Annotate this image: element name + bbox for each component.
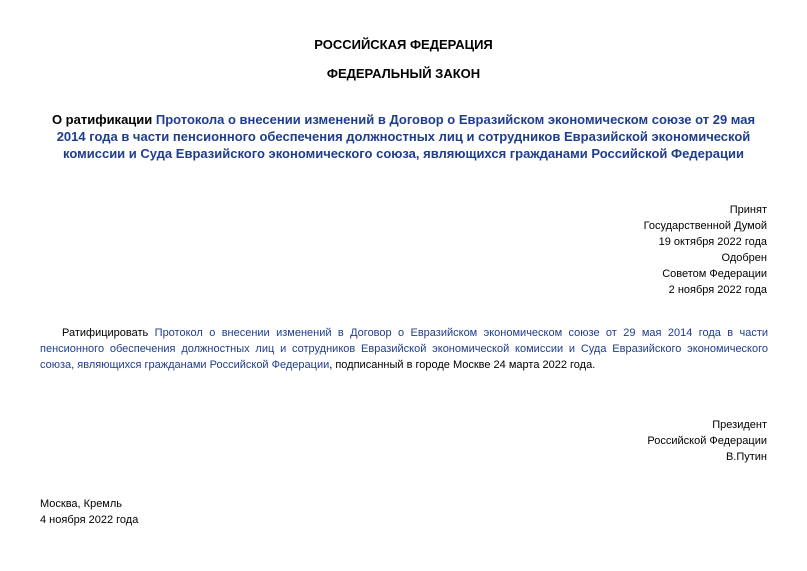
signature-country: Российской Федерации (647, 435, 767, 447)
adoption-approved-by: Советом Федерации (662, 268, 767, 280)
adoption-accepted-date: 19 октября 2022 года (658, 236, 767, 248)
adoption-info (644, 202, 767, 298)
country-heading: РОССИЙСКАЯ ФЕДЕРАЦИЯ (314, 37, 493, 52)
body-lead: Ратифицировать (62, 327, 155, 339)
law-body-paragraph (40, 325, 768, 373)
signature-block (647, 417, 767, 465)
protocol-body-link[interactable]: Протокол о внесении изменений в Договор о Евразийском экономическом союзе от 29 мая 2014 года в части пенсионного обеспечения должностных лиц и сотрудников Евразийской экономической комиссии и Суда Евразийского экономического союза, являющихся гражданами Российской Федерации (40, 327, 769, 371)
signing-date: 4 ноября 2022 года (40, 514, 139, 526)
adoption-accepted-by: Государственной Думой (643, 220, 767, 232)
document-type-heading: ФЕДЕРАЛЬНЫЙ ЗАКОН (326, 66, 481, 81)
place-and-date (40, 496, 138, 528)
signing-place: Москва, Кремль (40, 498, 123, 510)
protocol-title-link[interactable]: Протокола о внесении изменений в Договор о Евразийском экономическом союзе от 29 мая 2014 года в части пенсионного обеспечения должностных лиц и сотрудников Евразийской экономической комиссии и Суда Евразийского экономического союза, являющихся гражданами Российской Федерации (56, 112, 756, 161)
signature-name: В.Путин (725, 451, 767, 463)
adoption-accepted-label: Принят (729, 204, 767, 216)
signature-position: Президент (712, 419, 767, 431)
adoption-approved-label: Одобрен (721, 252, 767, 264)
law-title-prefix: О ратификации (51, 112, 156, 127)
adoption-approved-date: 2 ноября 2022 года (668, 284, 767, 296)
body-tail: , подписанный в городе Москве 24 марта 2022 года. (329, 359, 596, 371)
law-title (40, 111, 767, 162)
